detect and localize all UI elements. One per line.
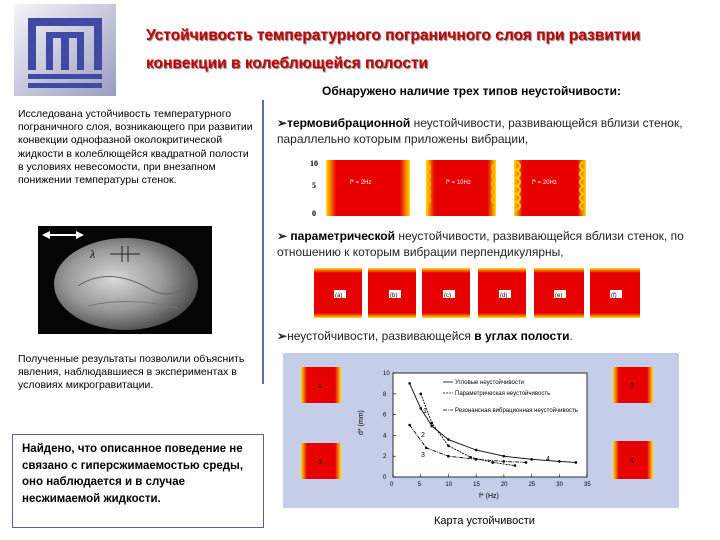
y-tick-label: 2 bbox=[383, 454, 387, 461]
bullet-bold: в углах полости bbox=[474, 329, 570, 343]
bullet-bold: параметрической bbox=[287, 229, 396, 243]
bullet-parametric bbox=[277, 228, 707, 260]
curve-point bbox=[408, 424, 411, 427]
panel-label: f* = 20Hz bbox=[532, 180, 557, 186]
region-label: 1 bbox=[423, 408, 427, 415]
vertical-divider bbox=[262, 100, 264, 384]
axis-tick: 0 bbox=[312, 209, 316, 218]
curve-point bbox=[475, 458, 478, 461]
y-tick-label: 6 bbox=[383, 412, 387, 419]
lambda-label: λ bbox=[90, 247, 96, 261]
bullet-rest: . bbox=[569, 329, 573, 343]
x-tick-label: 10 bbox=[445, 482, 453, 488]
parametric-panels bbox=[312, 266, 644, 320]
side-panel-label: 4 bbox=[630, 458, 634, 465]
axis-tick: 10 bbox=[310, 159, 318, 168]
curve-point bbox=[419, 407, 422, 410]
side-panel-label: 1 bbox=[318, 383, 322, 390]
thermovibrational-panels bbox=[300, 158, 620, 220]
stability-map bbox=[283, 353, 679, 508]
bullet-rest: неустойчивости, развивающейся вблизи стенок, параллельно которым приложены вибрации, bbox=[277, 116, 683, 146]
bullet-arrow: ➢ bbox=[277, 329, 288, 343]
panel-10hz bbox=[426, 160, 496, 216]
panel-label: (a) bbox=[335, 293, 343, 299]
slide-title: Устойчивость температурного пограничного слоя при развитии конвекции в колеблющейся полости bbox=[146, 27, 641, 72]
panel-f bbox=[590, 268, 640, 318]
bullet-bold: термовибрационной bbox=[287, 116, 411, 130]
x-tick-label: 0 bbox=[390, 482, 394, 488]
bullet-arrow: ➢ bbox=[277, 116, 288, 130]
panel-d bbox=[478, 268, 526, 318]
legend-item: Параметрическая неустойчивость bbox=[455, 391, 551, 397]
x-tick-label: 35 bbox=[584, 482, 591, 488]
curve-point bbox=[475, 449, 478, 452]
found-box: Найдено, что описанное поведение не связано с гиперсжимаемостью среды, оно наблюдается и в случае несжимаемой жидкости. bbox=[12, 434, 264, 528]
y-tick-label: 0 bbox=[383, 475, 387, 481]
panel-label: (b) bbox=[390, 293, 398, 299]
panel-20hz bbox=[514, 160, 586, 216]
curve-point bbox=[408, 382, 411, 385]
panel-a bbox=[314, 268, 362, 318]
side-panel-label: 3 bbox=[318, 459, 322, 466]
map-caption: Карта устойчивости bbox=[434, 515, 535, 527]
curve-point bbox=[447, 455, 450, 458]
x-tick-label: 20 bbox=[500, 482, 508, 488]
institute-logo bbox=[10, 2, 120, 98]
curve-point bbox=[431, 425, 434, 428]
panel-label: (d) bbox=[500, 293, 508, 299]
curve-point bbox=[503, 455, 506, 458]
y-axis-label: d* (mm) bbox=[358, 410, 365, 435]
region-label: 4 bbox=[546, 456, 550, 463]
results-text: Полученные результаты позволили объяснить явления, наблюдавшиеся в экспериментах в условиях микрогравитации. bbox=[18, 353, 245, 391]
curve-point bbox=[558, 460, 561, 463]
found-heading: Обнаружено наличие трех типов неустойчивости: bbox=[322, 84, 622, 98]
panel-b bbox=[368, 268, 416, 318]
axis-tick: 5 bbox=[312, 181, 316, 190]
x-tick-label: 5 bbox=[417, 482, 422, 488]
curve-point bbox=[575, 461, 578, 464]
bullet-rest: неустойчивости, развивающейся вблизи стенок, по отношению к которым вибрации перпендикулярны, bbox=[277, 229, 684, 259]
panel-c bbox=[422, 268, 470, 318]
panel-label: f* = 2Hz bbox=[350, 180, 372, 186]
curve-point bbox=[530, 458, 533, 461]
bullet-thermovibrational bbox=[277, 115, 707, 147]
x-tick-label: 15 bbox=[473, 482, 480, 488]
stability-map-chart bbox=[283, 353, 679, 508]
panel-2hz bbox=[326, 160, 410, 216]
y-tick-label: 8 bbox=[383, 391, 387, 398]
curve-point bbox=[447, 445, 450, 448]
curve-point bbox=[491, 461, 494, 464]
panel-label: (f) bbox=[611, 293, 617, 299]
curve-point bbox=[431, 422, 434, 425]
bubble-photo bbox=[38, 226, 212, 334]
y-tick-label: 10 bbox=[383, 371, 390, 377]
panel-label: (e) bbox=[555, 293, 563, 299]
side-panel-label: 2 bbox=[630, 383, 634, 390]
side-panel-right-top bbox=[613, 367, 653, 403]
region-label: 2 bbox=[421, 432, 425, 439]
panel-label: f* = 10Hz bbox=[446, 180, 471, 186]
curve-point bbox=[447, 438, 450, 441]
curve-point bbox=[525, 461, 528, 464]
side-panel-right-bottom bbox=[613, 441, 653, 479]
curve-point bbox=[419, 393, 422, 396]
legend-item: Угловые неустойчивости bbox=[455, 380, 524, 386]
curve-point bbox=[425, 447, 428, 450]
x-axis-label: f* (Hz) bbox=[479, 493, 499, 500]
side-panel-left-bottom bbox=[301, 443, 341, 479]
bullet-pre: неустойчивости, развивающейся bbox=[287, 329, 475, 343]
bullet-arrow: ➢ bbox=[277, 229, 288, 243]
x-tick-label: 25 bbox=[528, 482, 536, 488]
curve-point bbox=[514, 464, 517, 467]
x-tick-label: 30 bbox=[556, 482, 563, 488]
y-tick-label: 4 bbox=[383, 433, 387, 440]
region-label: 3 bbox=[421, 452, 425, 459]
legend-item: Резонансная вибрационная неустойчивость bbox=[455, 408, 578, 414]
side-panel-left-top bbox=[301, 367, 341, 403]
intro-text: Исследована устойчивость температурного пограничного слоя, возникающего при развитии конвекции однофазной околокритической жидкости в колеблющейся квадратной полости в условиях невесомости, при внезапном понижении температуры стенок. bbox=[18, 108, 253, 187]
curve-point bbox=[503, 460, 506, 463]
bullet-corner bbox=[277, 328, 707, 344]
panel-e bbox=[534, 268, 584, 318]
panel-label: (c) bbox=[444, 293, 451, 299]
